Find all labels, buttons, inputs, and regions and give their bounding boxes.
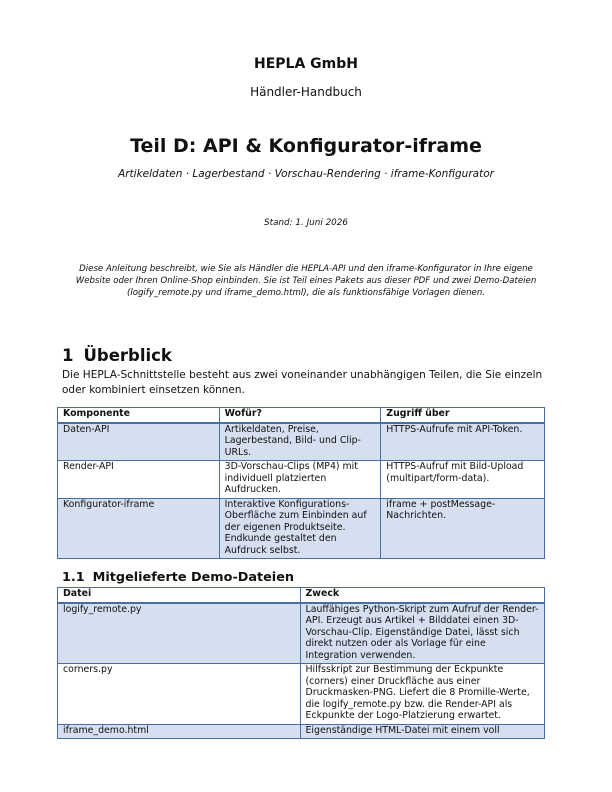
table-cell: Eigenständige HTML-Datei mit einem voll [300,724,545,739]
components-table [57,407,545,559]
subsection-title: Mitgelieferte Demo-Dateien [92,570,294,585]
table-row [58,724,545,739]
handbook-title: Händler-Handbuch [250,85,362,99]
table-header-row [58,408,545,423]
table-cell: logify_remote.py [58,603,301,664]
table-header-row [58,588,545,603]
table-row [58,461,545,499]
section-number: 1 [62,346,74,365]
subsection-number: 1.1 [62,570,85,585]
table-header-cell: Zweck [300,588,545,603]
table-row [58,498,545,559]
table-cell: Daten-API [58,423,220,461]
table-header-cell: Komponente [58,408,220,423]
table-row [58,603,545,664]
table-cell: Interaktive Konfigurations-Oberfläche zum Einbinden auf der eigenen Produktseite. Endkunde gestaltet den Aufdruck selbst. [219,498,381,559]
table-row [58,423,545,461]
intro-paragraph: Diese Anleitung beschreibt, wie Sie als Händler die HEPLA-API und den iframe-Konfigurator in Ihre eigene Website oder Ihren Online-Shop einbinden. Sie ist Teil eines Pakets aus dieser PDF und zwei Demo-Dateien (logify_remote.py und iframe_demo.html), die als funktionsfähige Vorlagen dienen. [75,264,537,298]
table-cell: Lauffähiges Python-Skript zum Aufruf der Render-API. Erzeugt aus Artikel + Bilddatei einen 3D-Vorschau-Clip. Eigenständige Datei, lässt sich direkt nutzen oder als Vorlage für eine Integration verwenden. [300,603,545,664]
section-paragraph: Die HEPLA-Schnittstelle besteht aus zwei voneinander unabhängigen Teilen, die Sie einzeln oder kombiniert einsetzen können. [62,369,543,396]
part-title: Teil D: API & Konfigurator-iframe [130,135,482,157]
table-header-cell: Datei [58,588,301,603]
date-stamp: Stand: 1. Juni 2026 [264,218,348,228]
table-cell: iframe_demo.html [58,724,301,739]
company-name: HEPLA GmbH [254,56,358,72]
section-heading [62,346,172,365]
table-header-cell: Zugriff über [381,408,545,423]
table-cell: iframe + postMessage-Nachrichten. [381,498,545,559]
section-title: Überblick [83,346,172,365]
demo-files-table [57,587,545,739]
table-row [58,664,545,725]
subsection-heading [62,570,294,585]
table-cell: Hilfsskript zur Bestimmung der Eckpunkte (corners) einer Druckfläche aus einer Druckmasken-PNG. Liefert die 8 Promille-Werte, die logify_remote.py bzw. die Render-API als Eckpunkte der Logo-Platzierung erwartet. [300,664,545,725]
table-cell: HTTPS-Aufruf mit Bild-Upload (multipart/form-data). [381,461,545,499]
table-header-cell: Wofür? [219,408,381,423]
table-cell: 3D-Vorschau-Clips (MP4) mit individuell platzierten Aufdrucken. [219,461,381,499]
table-cell: Artikeldaten, Preise, Lagerbestand, Bild- und Clip-URLs. [219,423,381,461]
table-cell: HTTPS-Aufrufe mit API-Token. [381,423,545,461]
table-cell: Konfigurator-iframe [58,498,220,559]
table-cell: Render-API [58,461,220,499]
table-cell: corners.py [58,664,301,725]
subtitle: Artikeldaten · Lagerbestand · Vorschau-Rendering · iframe-Konfigurator [118,168,494,180]
